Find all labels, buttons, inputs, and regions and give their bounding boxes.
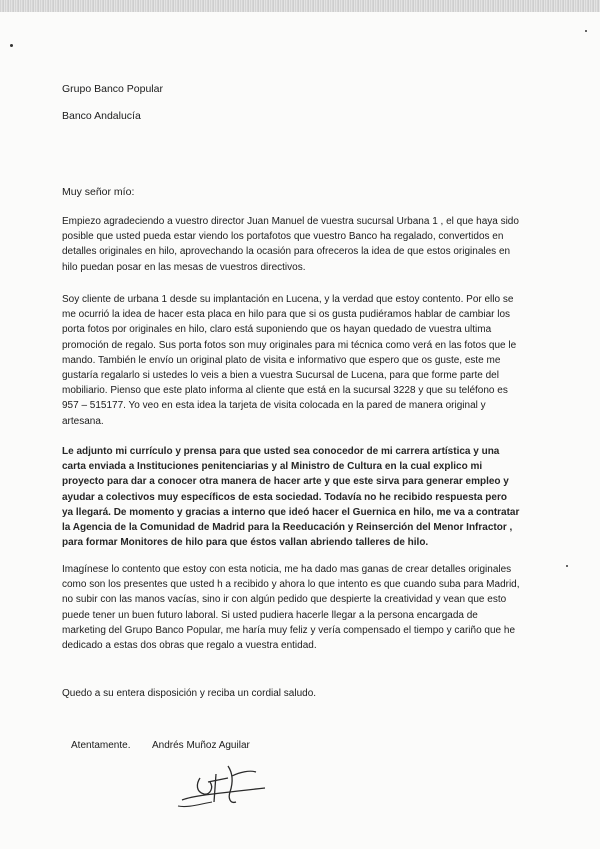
signer-name: Andrés Muñoz Aguilar <box>152 740 250 751</box>
closing-word: Atentamente. <box>71 740 131 751</box>
recipient-line-1: Grupo Banco Popular <box>62 83 163 95</box>
paragraph: Soy cliente de urbana 1 desde su implantación en Lucena, y la verdad que estoy contento. Por ello se me ocurrió la idea de hacer esta placa en hilo para que si os gusta pudiéramos hablar de cambiar los porta fotos por originales en hilo, claro está suponiendo que os hayan quedado de vuestra ultima promoción de regalo. Sus porta fotos son muy originales para mi técnica como verá en las fotos que le mando. También le envío un original plato de visita e informativo que espero que os guste, este me gustaría regalarlo si ustedes lo veis a bien a vuestra Sucursal de Lucena, para que forme parte del mobiliario. Pienso que este plato informa al cliente que está en la sucursal 3228 y que su teléfono es 957 – 515177. Yo veo en esta idea la tarjeta de visita colocada en la pared de manera original y artesana. <box>62 294 517 427</box>
paragraph-bold: Le adjunto mi currículo y prensa para que usted sea conocedor de mi carrera artística y una carta enviada a Instituciones penitenciarias y al Ministro de Cultura en la cual explico mi proyecto para dar a conocer otra manera de hacer arte y que este sirva para generar empleo y ayudar a colectivos muy específicos de esta sociedad. Todavía no he recibido respuesta pero ya llegará. De momento y gracias a interno que ideó hacer el Guernica en hilo, me va a contratar la Agencia de la Comunidad de Madrid para la Reeducación y Reinserción del Menor Infractor , para formar Monitores de hilo para que éstos vallan abriendo talleres de hilo. <box>62 446 520 549</box>
scan-speck <box>566 565 568 567</box>
scan-speck <box>10 44 13 47</box>
recipient-line-2: Banco Andalucía <box>62 110 141 122</box>
closing-paragraph: Quedo a su entera disposición y reciba un cordial saludo. <box>62 688 317 699</box>
handwritten-signature <box>170 758 280 818</box>
salutation: Muy señor mío: <box>62 186 135 198</box>
scan-edge-artifact <box>0 0 600 12</box>
paragraph: Empiezo agradeciendo a vuestro director Juan Manuel de vuestra sucursal Urbana 1 , el que haya sido posible que usted pueda estar viendo los portafotos que vuestro Banco ha regalado, convertidos en detalles originales en hilo, aprovechando la ocasión para ofreceros la idea de que estos originales en hilo puedan posar en las mesas de vuestros directivos. <box>62 216 519 273</box>
paragraph: Imagínese lo contento que estoy con esta noticia, me ha dado mas ganas de crear detalles originales como son los presentes que usted h a recibido y ahora lo que intento es que cuando suba para Madrid, no subir con las manos vacías, sino ir con algún pedido que despierte la creatividad y vean que esto puede tener un buen futuro laboral. Si usted pudiera hacerle llegar a la persona encargada de marketing del Grupo Banco Popular, me haría muy feliz y vería compensado el tiempo y cariño que he dedicado a estas dos obras que regalo a vuestra entidad. <box>62 564 520 652</box>
scan-speck <box>585 30 587 32</box>
